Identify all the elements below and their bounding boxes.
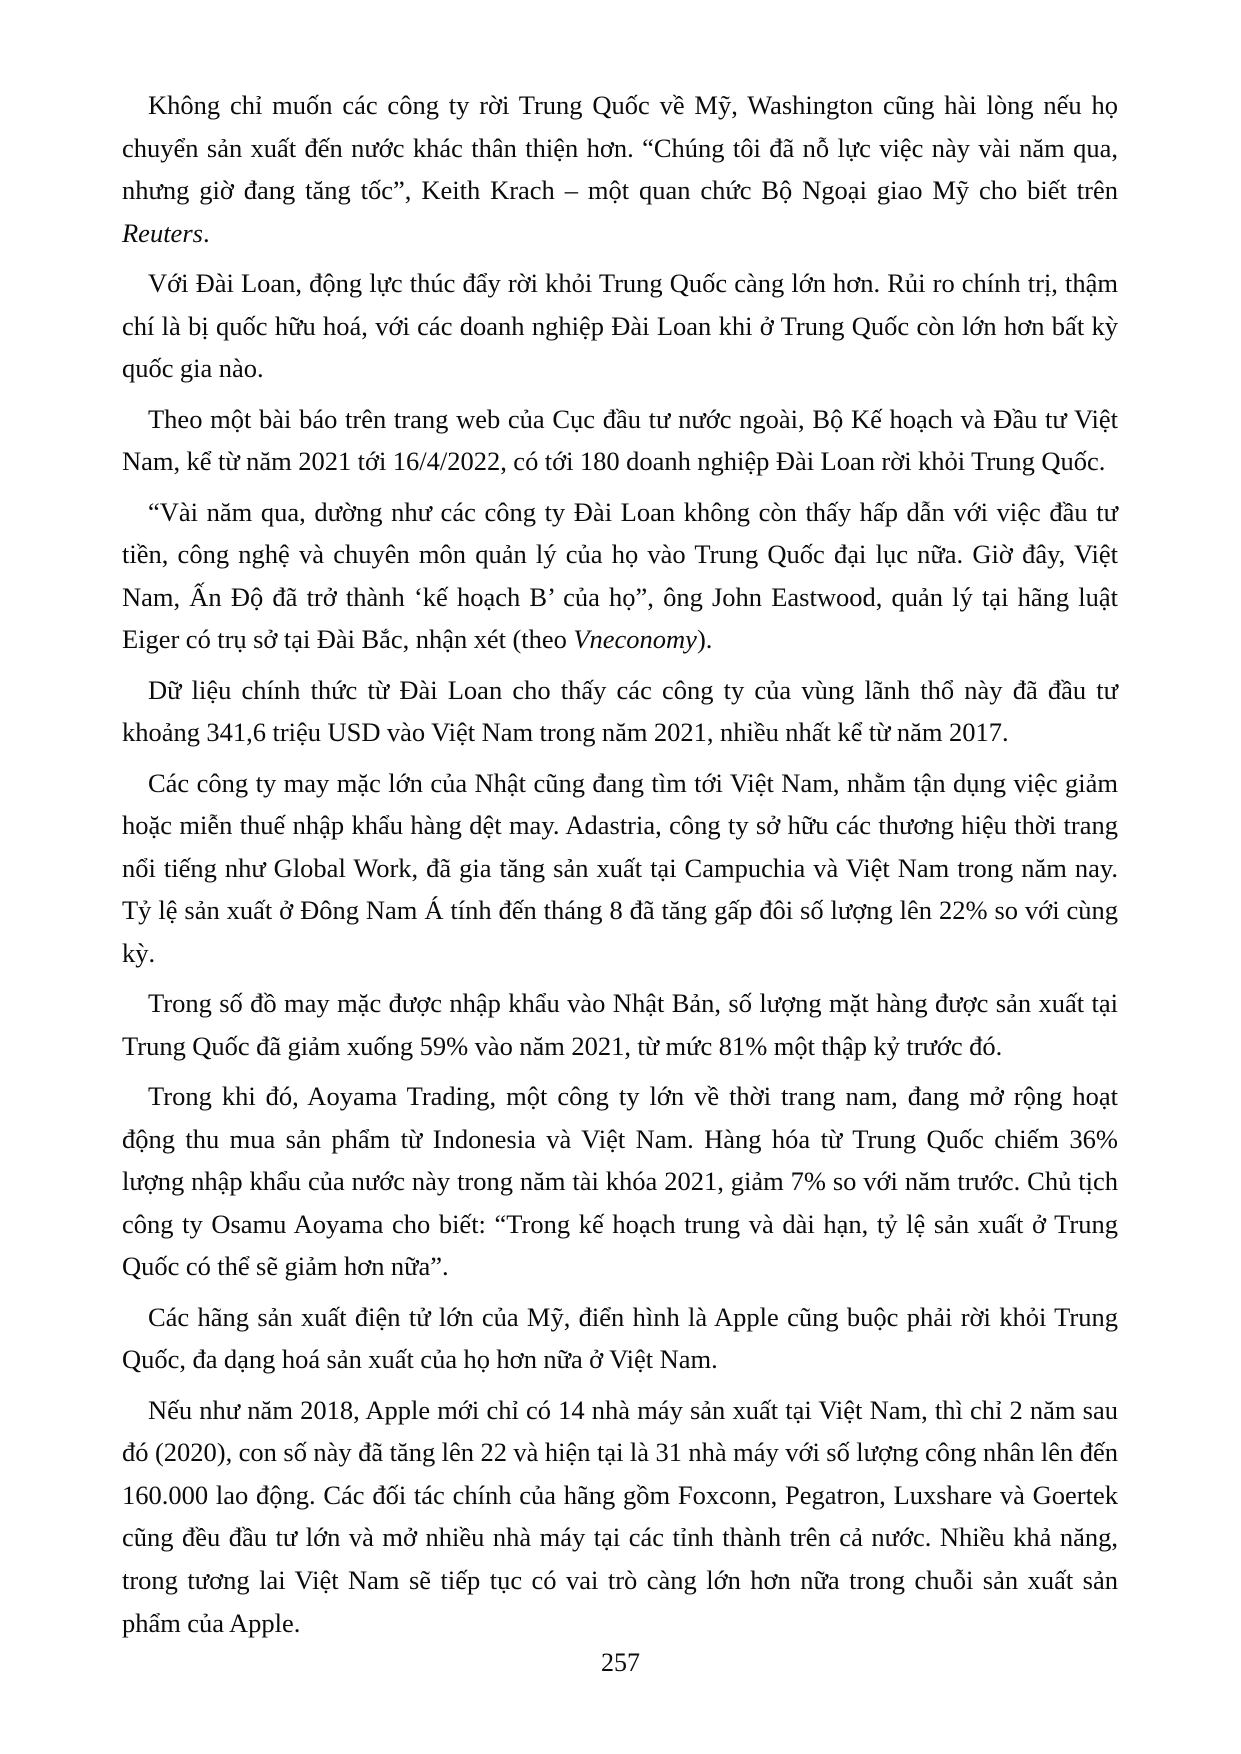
- paragraph: Các hãng sản xuất điện tử lớn của Mỹ, điển hình là Apple cũng buộc phải rời khỏi Trung Quốc, đa dạng hoá sản xuất của họ hơn nữa ở Việt Nam.: [122, 1301, 1118, 1375]
- italic-source-name: Vneconomy: [573, 624, 697, 655]
- paragraph: Theo một bài báo trên trang web của Cục đầu tư nước ngoài, Bộ Kế hoạch và Đầu tư Việt Nam, kể từ năm 2021 tới 16/4/2022, có tới 180 doanh nghiệp Đài Loan rời khỏi Trung Quốc.: [122, 403, 1118, 477]
- paragraph: Nếu như năm 2018, Apple mới chỉ có 14 nhà máy sản xuất tại Việt Nam, thì chỉ 2 năm sau đó (2020), con số này đã tăng lên 22 và hiện tại là 31 nhà máy với số lượng công nhân lên đến 160.000 lao động. Các đối tác chính của hãng gồm Foxconn, Pegatron, Luxshare và Goertek cũng đều đầu tư lớn và mở nhiều nhà máy tại các tỉnh thành trên cả nước. Nhiều khả năng, trong tương lai Việt Nam sẽ tiếp tục có vai trò càng lớn hơn nữa trong chuỗi sản xuất sản phẩm của Apple.: [122, 1394, 1118, 1638]
- paragraph: Trong số đồ may mặc được nhập khẩu vào Nhật Bản, số lượng mặt hàng được sản xuất tại Trung Quốc đã giảm xuống 59% vào năm 2021, từ mức 81% một thập kỷ trước đó.: [122, 988, 1118, 1061]
- page-number: 257: [601, 1648, 640, 1677]
- italic-source-name: Reuters: [122, 217, 203, 248]
- paragraph: Với Đài Loan, động lực thúc đẩy rời khỏi Trung Quốc càng lớn hơn. Rủi ro chính trị, thậm chí là bị quốc hữu hoá, với các doanh nghiệp Đài Loan khi ở Trung Quốc còn lớn hơn bất kỳ quốc gia nào.: [122, 268, 1118, 384]
- paragraph: Dữ liệu chính thức từ Đài Loan cho thấy các công ty của vùng lãnh thổ này đã đầu tư khoảng 341,6 triệu USD vào Việt Nam trong năm 2021, nhiều nhất kể từ năm 2017.: [122, 674, 1118, 748]
- body-text-block: [122, 84, 1118, 1652]
- paragraph: Các công ty may mặc lớn của Nhật cũng đang tìm tới Việt Nam, nhằm tận dụng việc giảm hoặc miễn thuế nhập khẩu hàng dệt may. Adastria, công ty sở hữu các thương hiệu thời trang nổi tiếng như Global Work, đã gia tăng sản xuất tại Campuchia và Việt Nam trong năm nay. Tỷ lệ sản xuất ở Đông Nam Á tính đến tháng 8 đã tăng gấp đôi số lượng lên 22% so với cùng kỳ.: [122, 767, 1118, 968]
- paragraph: Không chỉ muốn các công ty rời Trung Quốc về Mỹ, Washington cũng hài lòng nếu họ chuyển sản xuất đến nước khác thân thiện hơn. “Chúng tôi đã nỗ lực việc này vài năm qua, nhưng giờ đang tăng tốc”, Keith Krach – một quan chức Bộ Ngoại giao Mỹ cho biết trên Reuters.: [122, 90, 1118, 248]
- paragraph: Trong khi đó, Aoyama Trading, một công ty lớn về thời trang nam, đang mở rộng hoạt động thu mua sản phẩm từ Indonesia và Việt Nam. Hàng hóa từ Trung Quốc chiếm 36% lượng nhập khẩu của nước này trong năm tài khóa 2021, giảm 7% so với năm trước. Chủ tịch công ty Osamu Aoyama cho biết: “Trong kế hoạch trung và dài hạn, tỷ lệ sản xuất ở Trung Quốc có thể sẽ giảm hơn nữa”.: [122, 1081, 1118, 1282]
- paragraph: “Vài năm qua, dường như các công ty Đài Loan không còn thấy hấp dẫn với việc đầu tư tiền, công nghệ và chuyên môn quản lý của họ vào Trung Quốc đại lục nữa. Giờ đây, Việt Nam, Ấn Độ đã trở thành ‘kế hoạch B’ của họ”, ông John Eastwood, quản lý tại hãng luật Eiger có trụ sở tại Đài Bắc, nhận xét (theo Vneconomy).: [122, 496, 1118, 655]
